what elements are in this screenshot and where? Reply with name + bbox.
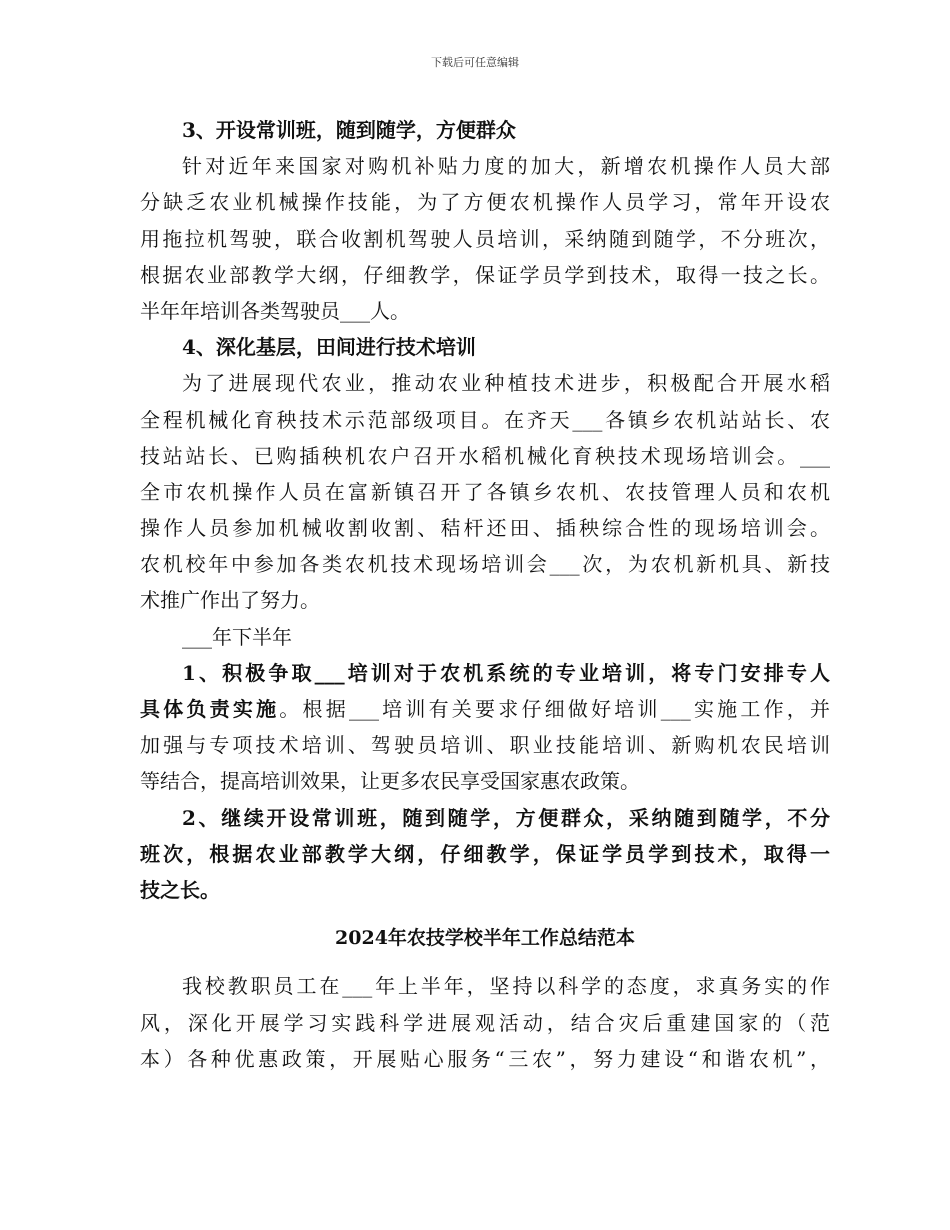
- text-line: 风，深化开展学习实践科学进展观活动，结合灾后重建国家的（范: [140, 1010, 830, 1035]
- text-line: 1、积极争取___培训对于农机系统的专业培训，将专门安排专人: [182, 660, 830, 685]
- text-span: 。根据___培训有关要求仔细做好培训___实施工作，并: [279, 697, 830, 721]
- text-line: 分缺乏农业机械操作技能，为了方便农机操作人员学习，常年开设农: [140, 190, 830, 215]
- text-line: 操作人员参加机械收割收割、秸杆还田、插秧综合性的现场培训会。: [140, 516, 830, 541]
- text-line: 全程机械化育秧技术示范部级项目。在齐天___各镇乡农机站站长、农: [140, 407, 830, 432]
- text-line: 针对近年来国家对购机补贴力度的加大，新增农机操作人员大部: [182, 154, 830, 179]
- document-title: 2024年农技学校半年工作总结范本: [335, 927, 635, 950]
- text-line: 用拖拉机驾驶，联合收割机驾驶人员培训，采纳随到随学，不分班次，: [140, 226, 830, 251]
- text-line: 农机校年中参加各类农机技术现场培训会___次，为农机新机具、新技: [140, 552, 830, 577]
- document-body: [140, 112, 830, 1077]
- section-first-half: [140, 112, 830, 908]
- text-line: ___年下半年: [182, 624, 292, 649]
- text-line: 半年年培训各类驾驶员___人。: [140, 298, 410, 323]
- section-intro: [140, 968, 830, 1077]
- text-span: 具体负责实施: [140, 697, 280, 721]
- text-line: 4、深化基层，田间进行技术培训: [182, 335, 476, 360]
- text-line: 等结合，提高培训效果，让更多农民享受国家惠农政策。: [140, 769, 640, 794]
- text-line: 班次，根据农业部教学大纲，仔细教学，保证学员学到技术，取得一: [140, 841, 830, 866]
- text-line: 加强与专项技术培训、驾驶员培训、职业技能培训、新购机农民培训: [140, 733, 830, 758]
- text-line: 我校教职员工在___年上半年，坚持以科学的态度，求真务实的作: [182, 974, 830, 999]
- text-line: 本）各种优惠政策，开展贴心服务“三农”，努力建设“和谐农机”，: [140, 1046, 830, 1071]
- page-header: 下载后可任意编辑: [431, 56, 519, 69]
- text-line: 技之长。: [140, 877, 220, 902]
- text-line: 全市农机操作人员在富新镇召开了各镇乡农机、农技管理人员和农机: [140, 479, 830, 504]
- text-line: 3、开设常训班，随到随学，方便群众: [182, 118, 516, 142]
- spacer: [140, 956, 830, 968]
- spacer: [140, 908, 830, 920]
- text-line: [140, 691, 830, 727]
- text-line: 2、继续开设常训班，随到随学，方便群众，采纳随到随学，不分: [182, 805, 830, 830]
- text-line: 根据农业部教学大纲，仔细教学，保证学员学到技术，取得一技之长。: [140, 262, 830, 287]
- text-line: 技站站长、已购插秧机农户召开水稻机械化育秧技术现场培训会。___: [140, 443, 830, 468]
- text-line: 术推广作出了努力。: [140, 588, 320, 613]
- text-line: 为了进展现代农业，推动农业种植技术进步，积极配合开展水稻: [182, 371, 830, 396]
